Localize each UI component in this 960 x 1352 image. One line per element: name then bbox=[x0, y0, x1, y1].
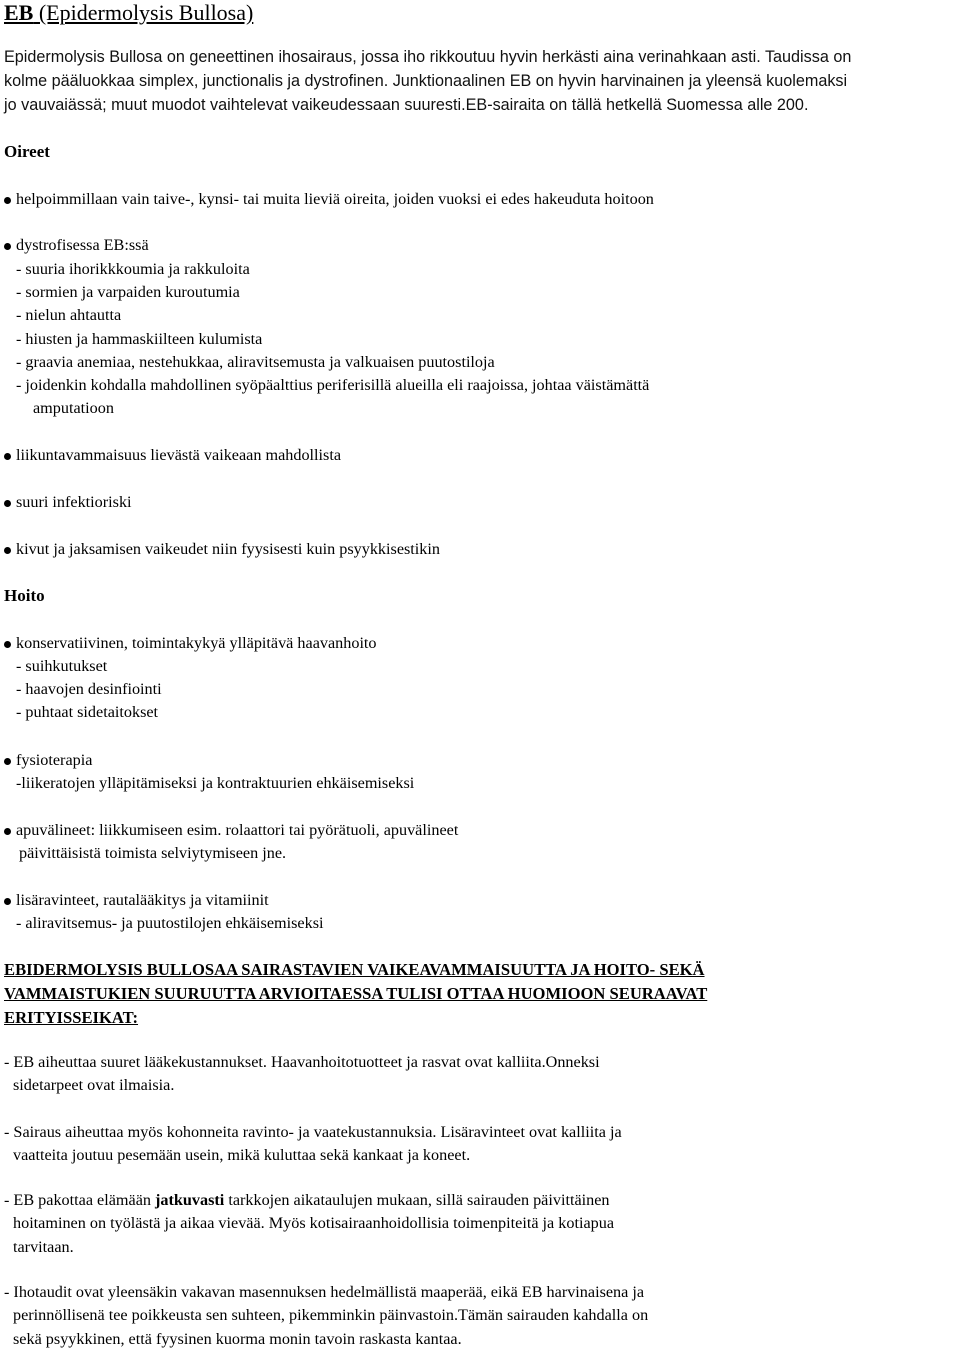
symptom-subitem: - graavia anemiaa, nestehukkaa, aliravitsemusta ja valkuaisen puutostiloja bbox=[16, 353, 495, 371]
symptom-bullet: kivut ja jaksamisen vaikeudet niin fyysisesti kuin psyykkisestikin bbox=[16, 540, 440, 558]
heading-line: ERITYISSEIKAT: bbox=[4, 1008, 139, 1027]
bullet-icon bbox=[4, 828, 11, 835]
paragraph-line: vaatteita joutuu pesemään usein, mikä kuluttaa sekä kankaat ja koneet. bbox=[13, 1146, 471, 1165]
special-considerations-heading bbox=[4, 958, 707, 1030]
treatment-subitem: -liikeratojen ylläpitämiseksi ja kontraktuurien ehkäisemiseksi bbox=[16, 774, 415, 792]
symptom-subitem: - hiusten ja hammaskiilteen kulumista bbox=[16, 330, 263, 348]
intro-line: Epidermolysis Bullosa on geneettinen ihosairaus, jossa iho rikkoutuu hyvin herkästi aina verinahkaan asti. Taudissa on bbox=[4, 48, 852, 66]
bullet-icon bbox=[4, 898, 11, 905]
treatment-subitem: - aliravitsemus- ja puutostilojen ehkäisemiseksi bbox=[16, 914, 324, 932]
section-heading-oireet: Oireet bbox=[4, 142, 50, 161]
symptom-subitem: - sormien ja varpaiden kuroutumia bbox=[16, 283, 240, 301]
symptom-subitem: amputatioon bbox=[33, 399, 114, 417]
paragraph-line: perinnöllisenä tee poikkeusta sen suhteen, pikemminkin päinvastoin.Tämän sairauden kahdalla on bbox=[13, 1306, 649, 1325]
bullet-icon bbox=[4, 453, 11, 460]
paragraph-line bbox=[4, 1189, 614, 1212]
symptom-bullet: liikuntavammaisuus lievästä vaikeaan mahdollista bbox=[16, 446, 342, 464]
symptom-subitem: - joidenkin kohdalla mahdollinen syöpäalttius periferisillä alueilla eli raajoissa, johtaa väistämättä bbox=[16, 376, 650, 394]
treatment-subitem: - puhtaat sidetaitokset bbox=[16, 703, 159, 721]
treatment-subitem: - suihkutukset bbox=[16, 657, 108, 675]
paragraph-line: hoitaminen on työlästä ja aikaa vievää. Myös kotisairaanhoidollisia toimenpiteitä ja kotiapua bbox=[13, 1214, 615, 1233]
paragraph-line: - EB aiheuttaa suuret lääkekustannukset. Haavanhoitotuotteet ja rasvat ovat kalliita.Onneksi bbox=[4, 1053, 600, 1071]
paragraph-line: - Ihotaudit ovat yleensäkin vakavan masennuksen hedelmällistä maaperää, eikä EB harvinaisena ja bbox=[4, 1283, 645, 1301]
symptom-bullet: helpoimmillaan vain taive-, kynsi- tai muita lieviä oireita, joiden vuoksi ei edes hakeuduta hoitoon bbox=[16, 190, 654, 208]
intro-line: jo vauvaiässä; muut muodot vaihtelevat vaikeudessaan suuresti.EB-sairaita on tällä hetkellä Suomessa alle 200. bbox=[4, 96, 809, 114]
bullet-icon bbox=[4, 500, 11, 507]
paragraph-line: sidetarpeet ovat ilmaisia. bbox=[13, 1076, 175, 1095]
symptom-bullet: dystrofisessa EB:ssä bbox=[16, 236, 149, 254]
intro-line: kolme pääluokkaa simplex, junctionalis ja dystrofinen. Junktionaalinen EB on hyvin harvinainen ja yleensä kuolemaksi bbox=[4, 72, 848, 90]
paragraph-line: tarvitaan. bbox=[13, 1237, 74, 1256]
consideration-paragraph bbox=[4, 1281, 648, 1351]
treatment-bullet: lisäravinteet, rautalääkitys ja vitamiinit bbox=[16, 891, 269, 909]
paragraph-line: sekä psyykkinen, että fyysinen kuorma monin tavoin raskasta kantaa. bbox=[13, 1329, 462, 1348]
text-run: tarkkojen aikataulujen mukaan, sillä sairauden päivittäinen bbox=[224, 1191, 610, 1209]
symptom-bullet: suuri infektioriski bbox=[16, 493, 132, 511]
heading-line: EBIDERMOLYSIS BULLOSAA SAIRASTAVIEN VAIKEAVAMMAISUUTTA JA HOITO- SEKÄ bbox=[4, 960, 705, 979]
title-abbreviation: EB bbox=[4, 0, 34, 25]
bullet-icon bbox=[4, 641, 11, 648]
bullet-icon bbox=[4, 758, 11, 765]
intro-paragraph bbox=[4, 45, 851, 117]
consideration-paragraph bbox=[4, 1189, 614, 1259]
section-heading-hoito: Hoito bbox=[4, 586, 45, 605]
bullet-icon bbox=[4, 547, 11, 554]
treatment-bullet: konservatiivinen, toimintakykyä ylläpitävä haavanhoito bbox=[16, 634, 377, 652]
bullet-icon bbox=[4, 197, 11, 204]
consideration-paragraph bbox=[4, 1051, 600, 1098]
paragraph-line: - Sairaus aiheuttaa myös kohonneita ravinto- ja vaatekustannuksia. Lisäravinteet ovat kalliita ja bbox=[4, 1123, 622, 1141]
symptom-subitem: - suuria ihorikkkoumia ja rakkuloita bbox=[16, 260, 250, 278]
page-title bbox=[4, 0, 253, 26]
heading-line: VAMMAISTUKIEN SUURUUTTA ARVIOITAESSA TULISI OTTAA HUOMIOON SEURAAVAT bbox=[4, 984, 708, 1003]
emphasized-word: jatkuvasti bbox=[155, 1191, 225, 1209]
treatment-subitem: - haavojen desinfiointi bbox=[16, 680, 162, 698]
bullet-icon bbox=[4, 243, 11, 250]
treatment-bullet: fysioterapia bbox=[16, 751, 93, 769]
consideration-paragraph bbox=[4, 1121, 622, 1168]
treatment-bullet: apuvälineet: liikkumiseen esim. rolaattori tai pyörätuoli, apuvälineet bbox=[16, 821, 459, 839]
symptom-subitem: - nielun ahtautta bbox=[16, 306, 122, 324]
title-full-name: (Epidermolysis Bullosa) bbox=[33, 0, 254, 25]
text-run: - EB pakottaa elämään bbox=[4, 1191, 156, 1209]
treatment-subitem: päivittäisistä toimista selviytymiseen jne. bbox=[19, 844, 287, 862]
